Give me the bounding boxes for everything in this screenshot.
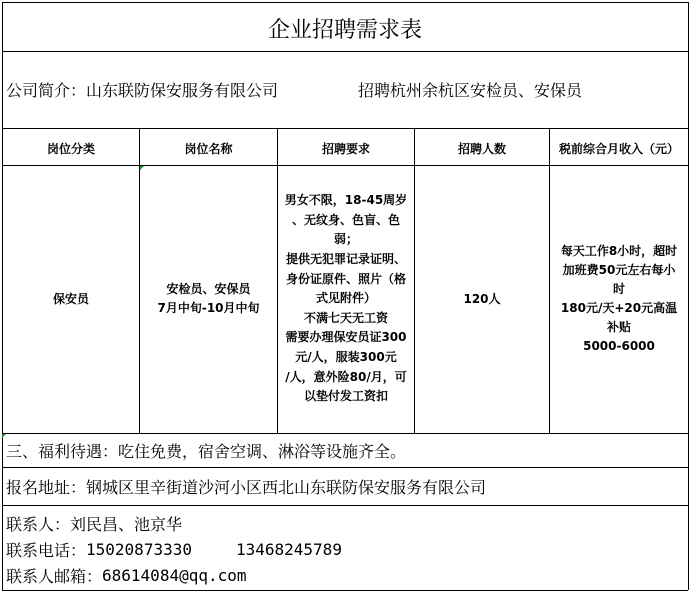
income-line: 时 xyxy=(612,282,625,296)
contact-phone xyxy=(6,536,342,562)
income-line: 180元/天+20元高温 xyxy=(560,301,678,315)
income-line: 补贴 xyxy=(606,320,631,334)
requirement-line: 、无纹身、色盲、色 xyxy=(291,212,400,227)
email-label: 联系人邮箱： xyxy=(6,566,103,586)
requirement-line: 不满七天无工资 xyxy=(303,310,388,325)
cell-headcount: 120人 xyxy=(463,291,501,306)
header-requirements: 招聘要求 xyxy=(321,141,370,156)
header-category: 岗位分类 xyxy=(46,141,95,156)
cell-position xyxy=(140,166,277,432)
requirement-line: 身份证原件、照片（格 xyxy=(285,271,406,286)
company-label: 公司简介： xyxy=(6,80,87,100)
hiring-position-line: 招聘杭州余杭区安检员、安保员 xyxy=(358,80,583,100)
requirement-line: /人，意外险80/月，可 xyxy=(285,369,407,384)
requirement-line: 式见附件） xyxy=(315,291,376,306)
requirement-line: 男女不限，18-45周岁 xyxy=(284,193,408,208)
phone-number-1: 15020873330 xyxy=(86,539,192,559)
cell-requirements xyxy=(278,166,414,432)
phone-label: 联系电话： xyxy=(6,540,87,560)
grid-line xyxy=(2,51,688,52)
position-line: 7月中旬-10月中旬 xyxy=(157,301,260,315)
grid-line xyxy=(2,505,688,506)
header-position: 岗位名称 xyxy=(184,141,233,156)
sheet-title: 企业招聘需求表 xyxy=(267,17,422,43)
requirement-line: 以垫付发工资扣 xyxy=(303,389,388,404)
requirement-line: 元/人，服装300元 xyxy=(295,349,397,364)
position-line: 安检员、安保员 xyxy=(166,282,251,296)
grid-line xyxy=(688,2,689,590)
contact-person: 联系人：刘民昌、池京华 xyxy=(6,514,183,534)
grid-line xyxy=(2,128,688,129)
requirement-line: 需要办理保安员证300 xyxy=(285,330,407,345)
phone-number-2: 13468245789 xyxy=(235,539,342,559)
grid-line xyxy=(2,2,688,3)
address-line: 报名地址：钢城区里辛街道沙河小区西北山东联防保安服务有限公司 xyxy=(6,478,487,497)
email-address[interactable]: 68614084@qq.com xyxy=(102,565,247,585)
requirement-line: 弱； xyxy=(333,232,358,247)
income-line: 加班费50元左右每小 xyxy=(562,263,676,277)
cell-category: 保安员 xyxy=(52,291,89,306)
company-intro xyxy=(6,74,278,104)
grid-line xyxy=(2,590,688,591)
welfare-line: 三、福利待遇：吃住免费，宿舍空调、淋浴等设施齐全。 xyxy=(6,442,407,461)
company-name: 山东联防保安服务有限公司 xyxy=(86,80,279,100)
header-income: 税前综合月收入（元） xyxy=(558,141,679,156)
header-headcount: 招聘人数 xyxy=(457,141,506,156)
requirement-line: 提供无犯罪记录证明、 xyxy=(285,252,406,267)
income-line: 5000-6000 xyxy=(583,339,655,353)
cell-income xyxy=(550,166,688,432)
contact-email xyxy=(6,562,247,588)
income-line: 每天工作8小时，超时 xyxy=(560,244,678,258)
